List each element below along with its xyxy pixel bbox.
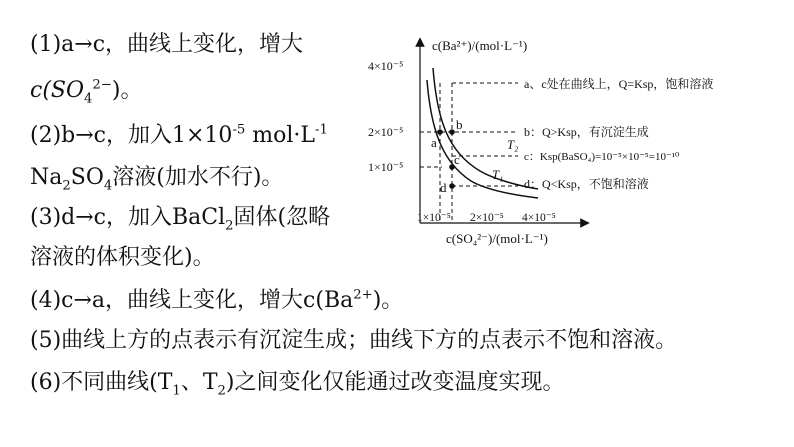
text-line-2: $c(SO_4^{2-})$。 (30, 77, 143, 107)
x-tick-2e-5: 2×10⁻⁵ (470, 212, 504, 224)
text-line-4: $Na_2SO_4$溶液(加水不行)。 (30, 165, 284, 194)
x-tick-1e-5: 1×10⁻⁵ (417, 212, 451, 224)
curve-t2 (433, 68, 538, 189)
annotation-b: b：Q>Ksp，有沉淀生成 (524, 125, 649, 139)
point-d-label: d (440, 180, 447, 195)
annotation-ac: a、c处在曲线上，Q=Ksp，饱和溶液 (524, 77, 714, 91)
point-a-marker (437, 129, 443, 135)
point-b-marker (449, 129, 455, 135)
curve-t2-label: T₂ (507, 138, 519, 152)
text-line-3: (2)b→c，加入$1\times 10^{-5}$ $mol\cdot L^{-1}$ (30, 122, 328, 148)
annotation-d: d：Q<Ksp，不饱和溶液 (524, 177, 649, 191)
annotation-c: c：Ksp(BaSO₄)=10⁻⁵×10⁻⁵=10⁻¹⁰ (524, 151, 680, 163)
text-line-7: (4)c→a，曲线上变化，增大$c(Ba^{2+})$。 (30, 287, 404, 313)
point-d-marker (449, 183, 455, 189)
y-tick-1e-5: 1×10⁻⁵ (368, 160, 404, 174)
x-tick-4e-5: 4×10⁻⁵ (522, 212, 556, 224)
curve-t1-label: T₁ (492, 168, 504, 182)
text-line-5: (3)d→c，加入BaCl$_2$固体(忽略 (30, 205, 331, 234)
text-line-9: (6)不同曲线($T_1$、$T_2$)之间变化仅能通过改变温度实现。 (30, 370, 565, 399)
y-axis-label: c(Ba²⁺)/(mol·L⁻¹) (432, 38, 528, 53)
text-line-1: (1)a→c，曲线上变化，增大 (30, 32, 304, 57)
x-axis-label: c(SO₄²⁻)/(mol·L⁻¹) (446, 231, 548, 246)
point-b-label: b (456, 117, 463, 132)
point-a-label: a (431, 135, 437, 150)
y-tick-4e-5: 4×10⁻⁵ (368, 59, 404, 73)
text-line-8: (5)曲线上方的点表示有沉淀生成；曲线下方的点表示不饱和溶液。 (30, 328, 678, 353)
solubility-equilibrium-figure (360, 28, 720, 253)
y-tick-2e-5: 2×10⁻⁵ (368, 125, 404, 139)
point-c-label: c (454, 152, 460, 167)
text-line-6: 溶液的体积变化)。 (30, 245, 215, 270)
